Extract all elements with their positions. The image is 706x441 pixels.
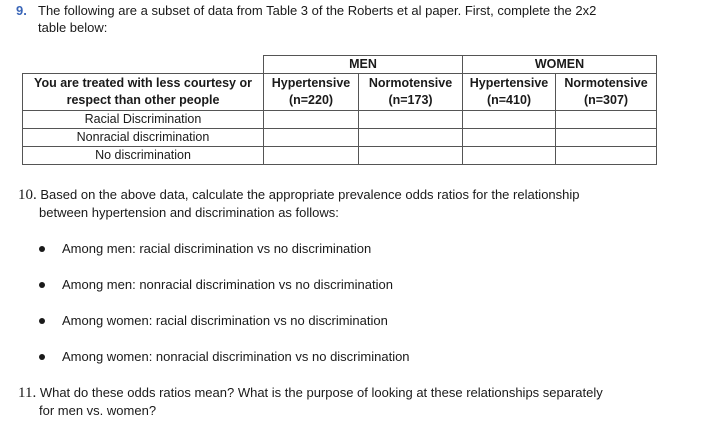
table-cell-empty[interactable] [264, 129, 359, 147]
col-n: (n=220) [288, 93, 334, 107]
bullet-dot-icon [39, 318, 45, 324]
list-item-text: Among women: nonracial discrimination vs no discrimination [62, 349, 410, 364]
question-9-text-line2: table below: [38, 20, 108, 35]
table-cell-empty[interactable] [463, 129, 556, 147]
table-cell-empty[interactable] [556, 147, 657, 165]
list-item [39, 276, 393, 293]
row-header-line1: You are treated with less courtesy or [34, 76, 252, 90]
table-cell-empty[interactable] [359, 111, 463, 129]
col-n: (n=410) [486, 93, 532, 107]
question-10-text-line1: Based on the above data, calculate the appropriate prevalence odds ratios for the relationship [40, 187, 580, 202]
table-cell-empty[interactable] [264, 147, 359, 165]
col-header-women-hypertensive [463, 74, 556, 111]
col-header-men-hypertensive [264, 74, 359, 111]
data-table-2x2 [22, 55, 657, 165]
table-group-women: WOMEN [463, 56, 657, 74]
table-row [23, 111, 657, 129]
row-label-nonracial: Nonracial discrimination [23, 129, 264, 147]
question-11-text-line1: What do these odds ratios mean? What is the purpose of looking at these relationships separately [39, 385, 603, 400]
question-10-number: 10. [18, 187, 37, 203]
row-header-line2: respect than other people [66, 93, 220, 107]
table-row [23, 147, 657, 165]
list-item-text: Among men: racial discrimination vs no discrimination [62, 241, 372, 256]
list-item [39, 312, 388, 329]
table-cell-empty[interactable] [463, 147, 556, 165]
question-10-text-line2: between hypertension and discrimination as follows: [39, 205, 339, 220]
table-cell-empty[interactable] [264, 111, 359, 129]
table-cell-empty[interactable] [556, 111, 657, 129]
bullet-dot-icon [39, 246, 45, 252]
row-label-none: No discrimination [23, 147, 264, 165]
question-9-text-line1: The following are a subset of data from Table 3 of the Roberts et al paper. First, complete the 2x2 [38, 3, 597, 18]
table-cell-empty[interactable] [359, 129, 463, 147]
question-11-text-line2: for men vs. women? [39, 403, 157, 418]
question-9 [16, 2, 686, 36]
list-item-text: Among men: nonracial discrimination vs no discrimination [62, 277, 393, 292]
col-n: (n=173) [388, 93, 433, 107]
list-item-text: Among women: racial discrimination vs no discrimination [62, 313, 388, 328]
question-10 [18, 186, 688, 221]
col-header-women-normotensive [556, 74, 657, 111]
bullet-dot-icon [39, 354, 45, 360]
table-cell-empty[interactable] [556, 129, 657, 147]
question-9-number: 9. [16, 3, 27, 18]
question-11-number: 11. [18, 385, 37, 401]
list-item [39, 348, 410, 365]
col-label: Normotensive [564, 76, 648, 90]
col-label: Hypertensive [469, 76, 549, 90]
row-label-racial: Racial Discrimination [23, 111, 264, 129]
table-corner-empty [23, 56, 264, 74]
col-header-men-normotensive [359, 74, 463, 111]
col-label: Normotensive [368, 76, 453, 90]
table-cell-empty[interactable] [359, 147, 463, 165]
table-cell-empty[interactable] [463, 111, 556, 129]
col-label: Hypertensive [271, 76, 351, 90]
col-n: (n=307) [583, 93, 629, 107]
list-item [39, 240, 371, 257]
question-11 [18, 384, 688, 419]
bullet-dot-icon [39, 282, 45, 288]
table-row [23, 129, 657, 147]
table-group-men: MEN [264, 56, 463, 74]
table-row-header [23, 74, 264, 111]
